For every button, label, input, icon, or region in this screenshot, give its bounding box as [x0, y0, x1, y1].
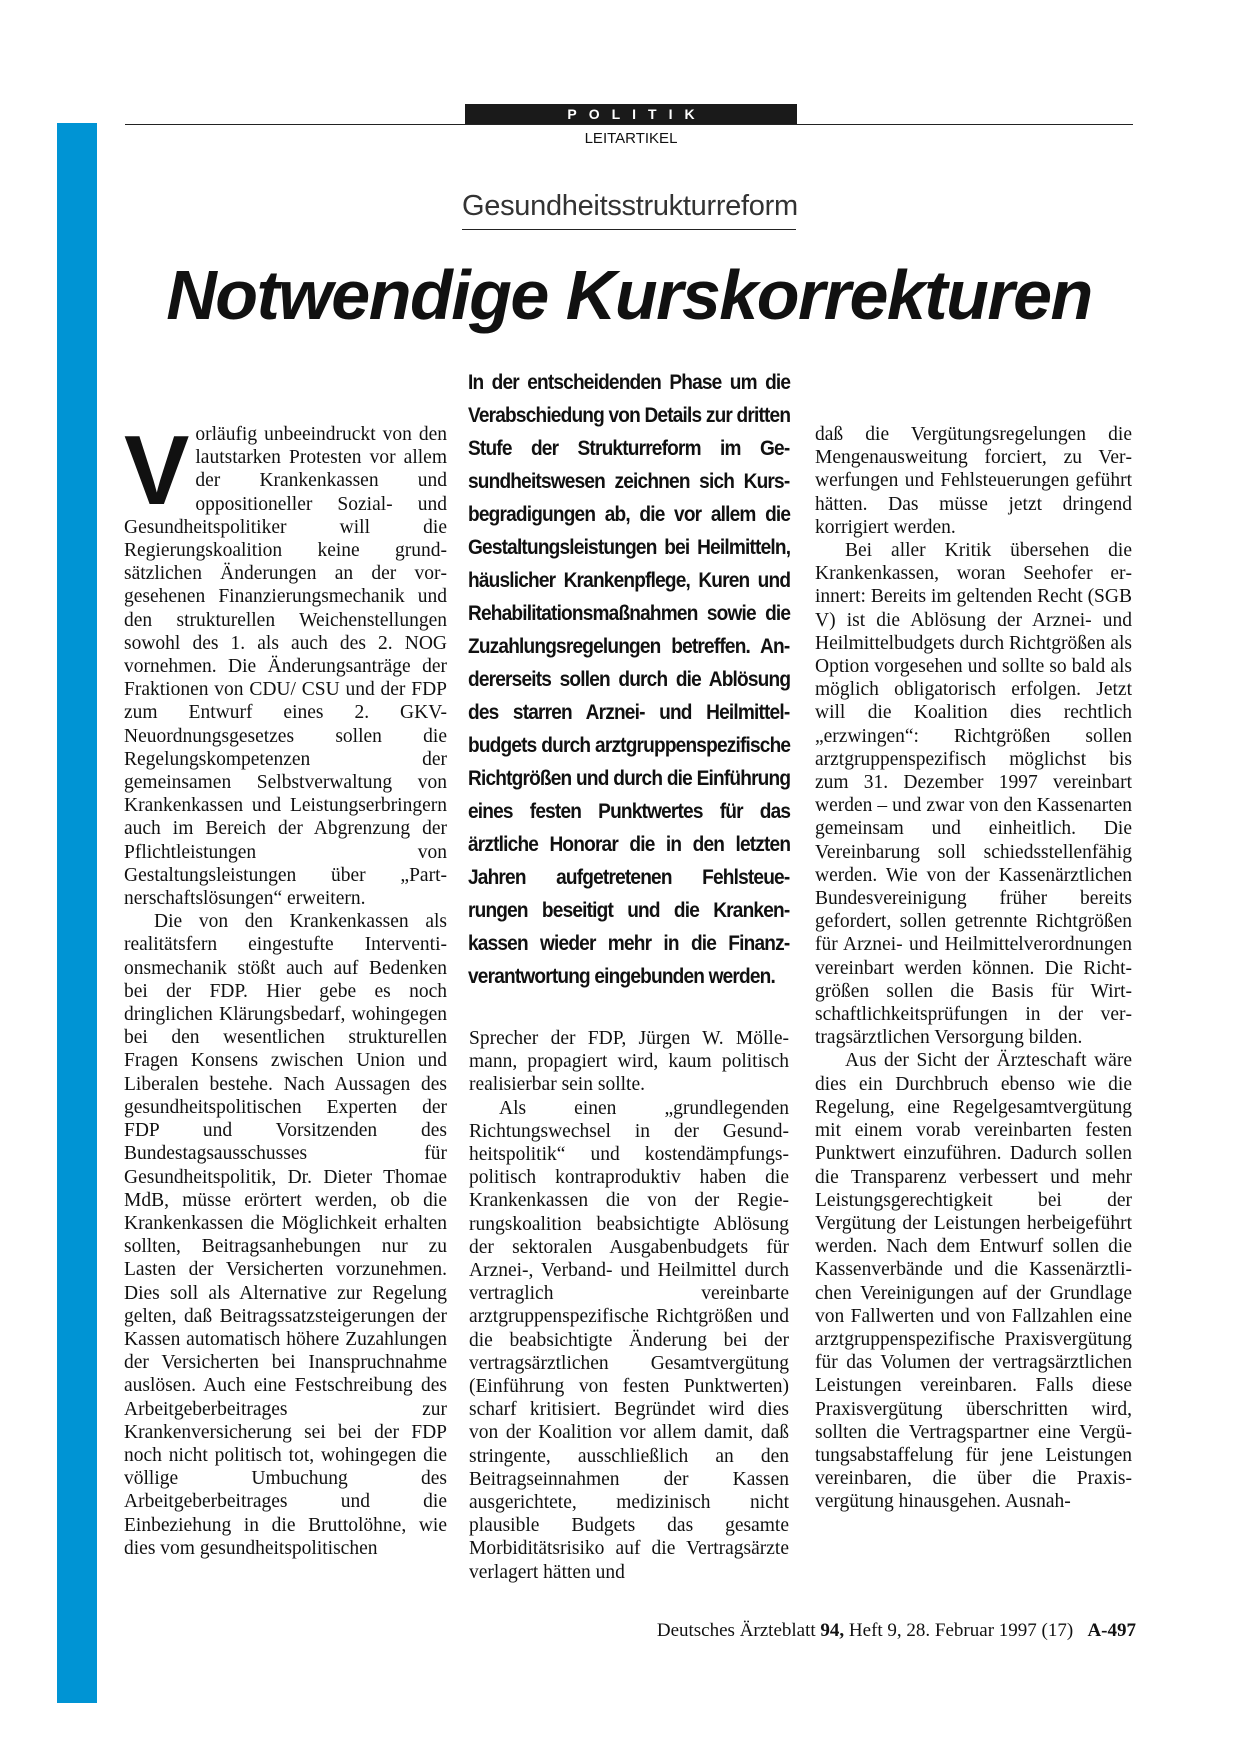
- journal-name: Deutsches Ärzteblatt: [656, 1620, 816, 1641]
- page-footer: [657, 1620, 1136, 1642]
- section-rule: [125, 124, 1133, 125]
- paragraph-text: orläufig unbeeindruckt von den lautstarken Protesten vor allem der Krankenkassen und oppositioneller Sozial- und Gesundheitspolitiker will die Regierungskoalition keine grundsätzlichen Änderungen an der vorgesehenen Finanzierungsmechanik und den strukturellen Weichenstellungen sowohl des 1. als auch des 2. NOG vornehmen. Die Änderungsanträge der Fraktionen von CDU/ CSU und der FDP zum Entwurf eines 2. GKV-Neuordnungsgesetzes sollen die Regelungskompetenzen der gemeinsamen Selbstverwaltung von Krankenkassen und Leistungserbringern auch im Bereich der Abgrenzung der Pflichtleistungen von Gestaltungsleistungen über „Partnerschaftslösungen“ erweitern.: [124, 424, 447, 910]
- article-lead: In der entscheidenden Phase um die Verabschiedung von Details zur dritten Stufe der Strukturreform im Gesundheitswesen zeichnen sich Kursbegradigungen ab, die vor allem die Gestaltungsleistungen bei Heilmitteln, häuslicher Krankenpflege, Kuren und Rehabilitationsmaßnahmen sowie die Zuzahlungsregelungen betreffen. Andererseits sollen durch die Ablösung des starren Arznei- und Heilmittelbudgets durch arztgruppenspezifische Richtgrößen und durch die Einführung eines festen Punktwertes für das ärztliche Honorar die in den letzten Jahren aufgetretenen Fehlsteuerungen beseitigt und die Krankenkassen wieder mehr in die Finanzverantwortung eingebunden werden.: [468, 371, 791, 988]
- paragraph: [124, 415, 447, 910]
- paragraph: Bei aller Kritik übersehen die Krankenkassen, woran Seehofer erinnert: Bereits im geltenden Recht (SGB V) ist die Ablösung der Arznei- und Heilmittelbudgets durch Richtgrößen als Option vorgesehen und sollte so bald als möglich obligatorisch erfolgen. Jetzt will die Koalition dies rechtlich „erzwingen“: Richtgrößen sollen arztgruppenspezifisch möglichst bis zum 31. Dezember 1997 vereinbart werden – und zwar von den Kassenarten gemeinsam und einheitlich. Die Vereinbarung soll schiedsstellenfähig werden. Wie von der Kassenärztlichen Bundesvereinigung früher bereits gefordert, sollen getrennte Richtgrößen für Arznei- und Heilmittelverordnungen vereinbart werden können. Die Richtgrößen sollen die Basis für Wirtschaftlichkeitsprüfungen in der vertragsärztlichen Versorgung bilden.: [815, 540, 1132, 1049]
- accent-side-bar: [57, 123, 97, 1703]
- paragraph: Sprecher der FDP, Jürgen W. Möllemann, propagiert wird, kaum politisch realisierbar sein sollte.: [469, 1028, 789, 1096]
- drop-cap: V: [124, 415, 190, 525]
- paragraph: Als einen „grundlegenden Richtungswechsel in der Gesundheitspolitik“ und kostendämpfungspolitisch kontraproduktiv haben die Krankenkassen die von der Regierungskoalition beabsichtigte Ablösung der sektoralen Ausgabenbudgets für Arznei-, Verband- und Heilmittel durch vertraglich vereinbarte arztgruppenspezifische Richtgrößen und die beabsichtigte Änderung bei der vertragsärztlichen Gesamtvergütung (Einführung von festen Punktwerten) scharf kritisiert. Begründet wird dies von der Koalition vor allem damit, daß stringente, ausschließlich an den Beitragseinnahmen der Kassen ausgerichtete, medizinisch nicht plausible Budgets das gesamte Morbiditätsrisiko auf die Vertragsärzte verlagert hätten und: [469, 1097, 789, 1583]
- subsection-label: LEITARTIKEL: [584, 130, 678, 147]
- page-number: A-497: [1087, 1620, 1136, 1641]
- column-1: [124, 415, 447, 1560]
- paragraph: daß die Vergütungsregelungen die Mengenausweitung forciert, zu Verwerfungen und Fehlsteuerungen geführt hätten. Das müsse jetzt dringend korrigiert werden.: [815, 424, 1132, 538]
- paragraph: Aus der Sicht der Ärzteschaft wäre dies ein Durchbruch ebenso wie die Regelung, eine Regelgesamtvergütung mit einem vorab vereinbarten festen Punktwert einzuführen. Dadurch sollen die Transparenz verbessert und mehr Leistungsgerechtigkeit bei der Vergütung der Leistungen herbeigeführt werden. Nach dem Entwurf sollen die Kassenverbände und die Kassenärztlichen Vereinigungen auf der Grundlage von Fallwerten und von Fallzahlen eine arztgruppenspezifische Praxisvergütung für das Volumen der vertragsärztlichen Leistungen vereinbaren. Falls diese Praxisvergütung überschritten wird, sollten die Vertragspartner eine Vergütungsabstaffelung für jene Leistungen vereinbaren, die über die Praxisvergütung hinausgehen. Ausnah-: [815, 1050, 1132, 1513]
- paragraph: Die von den Krankenkassen als realitätsfern eingestufte Interventionsmechanik stößt auch auf Bedenken bei der FDP. Hier gebe es noch dringlichen Klärungsbedarf, wohingegen bei den wesentlichen strukturellen Fragen Konsens zwischen Union und Liberalen bestehe. Nach Aussagen des gesundheitspolitischen Experten der FDP und Vorsitzenden des Bundestagsausschusses für Gesundheitspolitik, Dr. Dieter Thomae MdB, müsse erörtert werden, ob die Krankenkassen die Möglichkeit erhalten sollten, Beitragsanhebungen nur zu Lasten der Versicherten vorzunehmen. Dies soll als Alternative zur Regelung gelten, daß Beitragssatzsteigerungen der Kassen automatisch höhere Zuzahlungen der Versicherten bei Inanspruchnahme auslösen. Auch eine Festschreibung des Arbeitgeberbeitrages zur Krankenversicherung sei bei der FDP noch nicht politisch tot, wohingegen die völlige Umbuchung des Arbeitgeberbeitrages und die Einbeziehung in die Bruttolöhne, wie dies vom gesundheitspolitischen: [124, 911, 447, 1559]
- journal-issue: Heft 9, 28. Februar 1997 (17): [848, 1620, 1074, 1641]
- column-2: [469, 1027, 789, 1584]
- section-label: POLITIK: [465, 104, 797, 124]
- journal-volume: 94,: [820, 1620, 845, 1641]
- article-headline: Notwendige Kurskorrekturen: [166, 256, 1092, 334]
- kicker-rule: [462, 229, 796, 230]
- article-kicker: Gesundheitsstrukturreform: [462, 190, 798, 222]
- column-3: [815, 423, 1132, 1514]
